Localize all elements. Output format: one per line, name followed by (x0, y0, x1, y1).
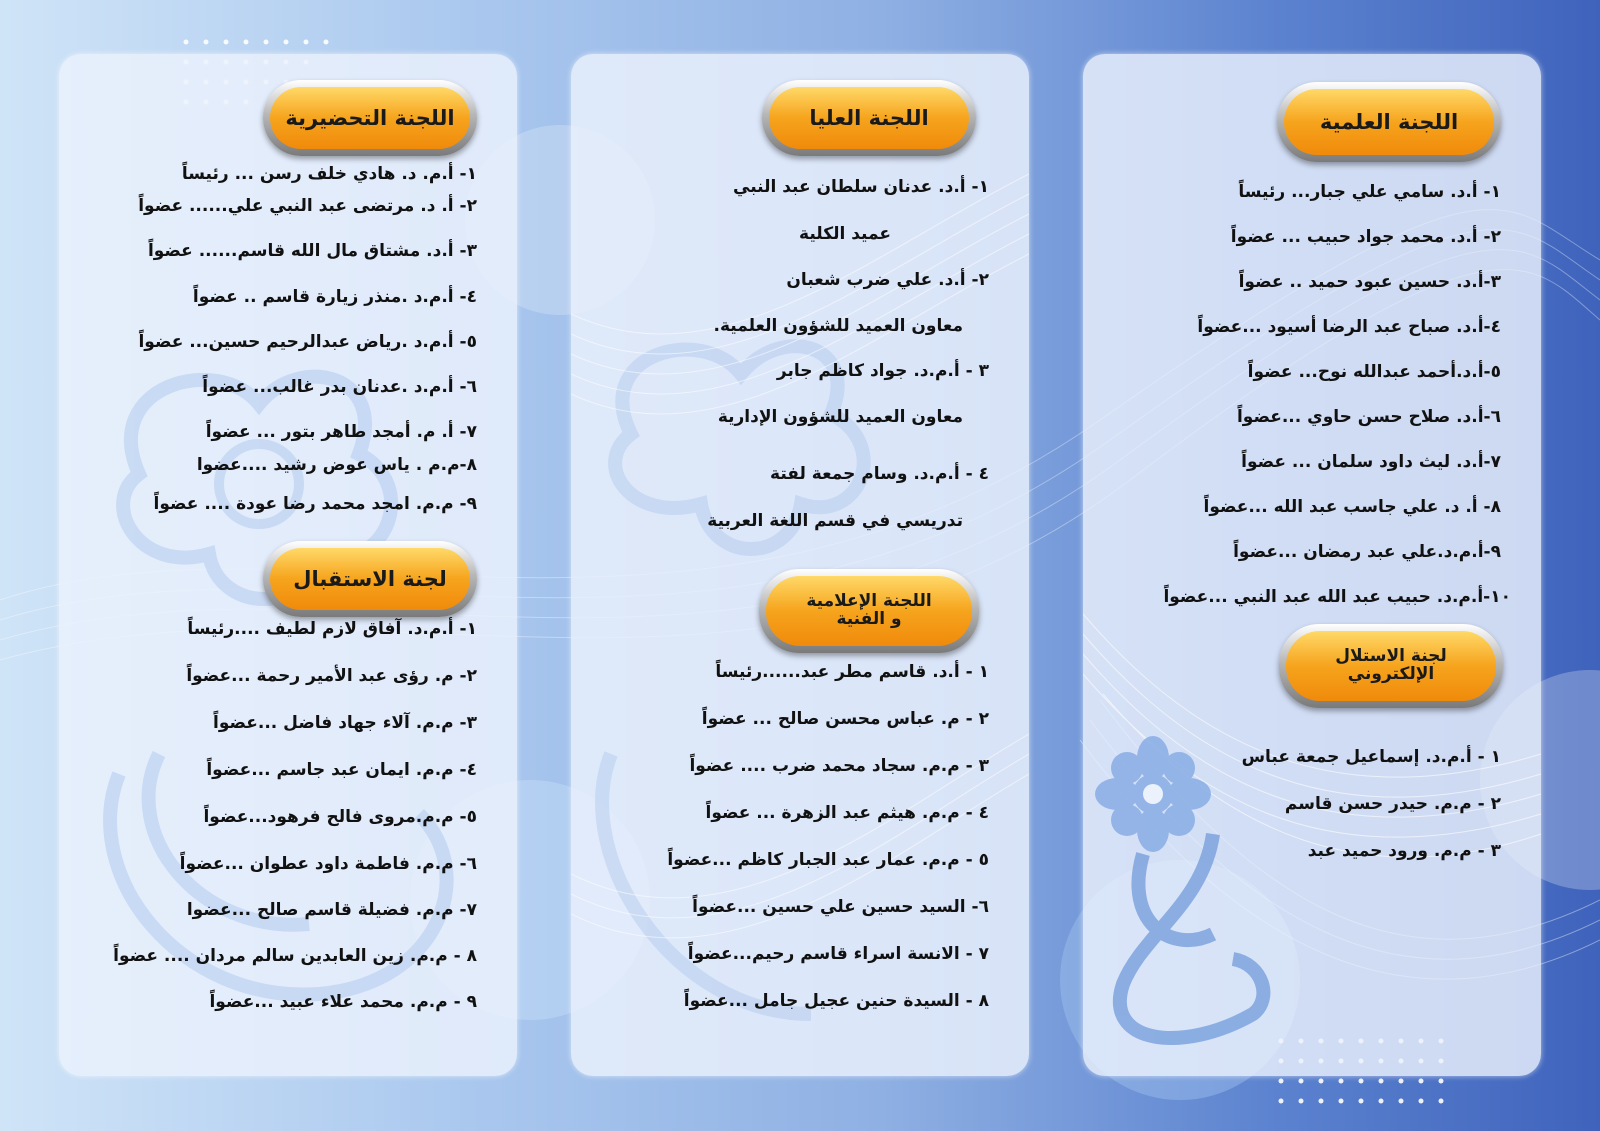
media-committee-title (766, 576, 972, 646)
list-item: ٩- م.م. امجد محمد رضا عودة .... عضواً (153, 494, 477, 514)
media-committee-header (759, 569, 979, 653)
list-item: ٤ - أ.م.د. وسام جمعة لفتة (770, 464, 989, 484)
list-item: ١ - أ.د. قاسم مطر عبد......رئيساً (715, 662, 989, 682)
list-item: ٢- م. رؤى عبد الأمير رحمة ...عضواً (186, 666, 477, 686)
list-item: ٢- أ.د. محمد جواد حبيب ... عضواً (1230, 227, 1501, 247)
reception-committee-header (263, 541, 477, 617)
citation-committee-title (1286, 631, 1496, 701)
list-item: ٢ - م.م. حيدر حسن قاسم (1284, 794, 1501, 814)
list-item: ٨ - م.م. زين العابدين سالم مردان .... عضواً (113, 946, 477, 966)
list-item: ٣- أ.د. مشتاق مال الله قاسم...... عضواً (147, 241, 477, 261)
list-item: ٢- أ.د. علي ضرب شعبان (786, 270, 989, 290)
list-item: ٥ - م.م. عمار عبد الجبار كاظم ...عضواً (667, 850, 989, 870)
calligraphy-watermark (571, 54, 1029, 1076)
list-item: ٣ - أ.م.د. جواد كاظم جابر (776, 361, 989, 381)
scientific-committee-title: اللجنة العلمية (1284, 89, 1494, 155)
list-item: ١- أ.م.د. آفاق لازم لطيف ....رئيساً (187, 619, 477, 639)
media-committee-title-line2: و الفنية (836, 609, 902, 629)
list-item: ٤- م.م. ايمان عبد جاسم ...عضواً (206, 760, 477, 780)
citation-committee-header (1279, 624, 1503, 708)
citation-committee-title-line1: لجنة الاستلال (1335, 646, 1447, 667)
panel-left (59, 54, 517, 1076)
supreme-committee-title: اللجنة العليا (769, 87, 969, 149)
list-item: ٨- أ. د. علي جاسب عبد الله ...عضواً (1203, 497, 1501, 517)
list-item: ١- أ.د. سامي علي جبار... رئيساً (1238, 182, 1501, 202)
panel-right (1083, 54, 1541, 1076)
panel-middle (571, 54, 1029, 1076)
list-item: ٥- أ.م.د .رياض عبدالرحيم حسين... عضواً (138, 332, 477, 352)
list-item: ٣ - م.م. سجاد محمد ضرب .... عضواً (689, 756, 989, 776)
list-item: ٣- م.م. آلاء جهاد فاضل ...عضواً (213, 713, 477, 733)
list-item: ٧- م.م. فضيلة قاسم صالح ...عضوا (186, 900, 477, 920)
list-item: ٧-أ.د. ليث داود سلمان ... عضواً (1241, 452, 1501, 472)
list-item: ٥- م.م.مروى فالح فرهود...عضواً (203, 807, 477, 827)
preparatory-committee-title: اللجنة التحضيرية (270, 87, 470, 149)
list-item: ٤ - م.م. هيثم عبد الزهرة ... عضواً (705, 803, 989, 823)
list-item: ١- أ.د. عدنان سلطان عبد النبي (733, 177, 989, 197)
list-item: ٢ - م. عباس محسن صالح ... عضواً (701, 709, 989, 729)
list-item: ١- أ.م. د. هادي خلف رسن ... رئيساً (181, 164, 477, 184)
list-item: معاون العميد للشؤون العلمية. (713, 316, 963, 336)
media-committee-title-line1: اللجنة الإعلامية (806, 591, 932, 612)
list-item: ٩ - م.م. محمد علاء عبيد ...عضواً (209, 992, 477, 1012)
list-item: ٦- أ.م.د .عدنان بدر غالب... عضواً (202, 377, 477, 397)
list-item: معاون العميد للشؤون الإدارية (717, 407, 963, 427)
list-item: ٦- م.م. فاطمة داود عطوان ...عضواً (179, 854, 477, 874)
list-item: ٧- أ. م. أمجد طاهر بتور ... عضواً (205, 422, 477, 442)
list-item: ٣-أ.د. حسين عبود حميد .. عضواً (1238, 272, 1501, 292)
list-item: ٦- السيد حسين علي حسين ...عضواً (692, 897, 989, 917)
scientific-committee-header (1277, 82, 1501, 162)
list-item: ٧ - الانسة اسراء قاسم رحيم...عضواً (687, 944, 989, 964)
calligraphy-watermark (1083, 54, 1541, 1076)
list-item: ٩-أ.م.د.علي عبد رمضان ...عضواً (1233, 542, 1501, 562)
list-item: ٤-أ.د. صباح عبد الرضا أسيود ...عضواً (1197, 317, 1501, 337)
list-item: ٦-أ.د. صلاح حسن حاوي ...عضواً (1236, 407, 1501, 427)
list-item: عميد الكلية (799, 224, 891, 244)
list-item: ١٠-أ.م.د. حبيب عبد الله عبد النبي ...عضواً (1163, 587, 1511, 607)
reception-committee-title: لجنة الاستقبال (270, 548, 470, 610)
list-item: ٤- أ.م.د .منذر زيارة قاسم .. عضواً (192, 287, 477, 307)
supreme-committee-header (762, 80, 976, 156)
list-item: ١ - أ.م.د. إسماعيل جمعة عباس (1241, 747, 1501, 767)
list-item: ٥-أ.د.أحمد عبدالله نوح... عضواً (1247, 362, 1501, 382)
list-item: ٨ - السيدة حنين عجيل جامل ...عضواً (683, 991, 989, 1011)
list-item: تدريسي في قسم اللغة العربية (707, 511, 963, 531)
list-item: ٣ - م.م. ورود حميد عبد (1307, 841, 1501, 861)
citation-committee-title-line2: الإلكتروني (1347, 664, 1435, 684)
preparatory-committee-header (263, 80, 477, 156)
list-item: ٨-م.م . ياس عوض رشيد ....عضوا (196, 455, 477, 475)
list-item: ٢- أ. د. مرتضى عبد النبي علي...... عضواً (138, 196, 477, 216)
